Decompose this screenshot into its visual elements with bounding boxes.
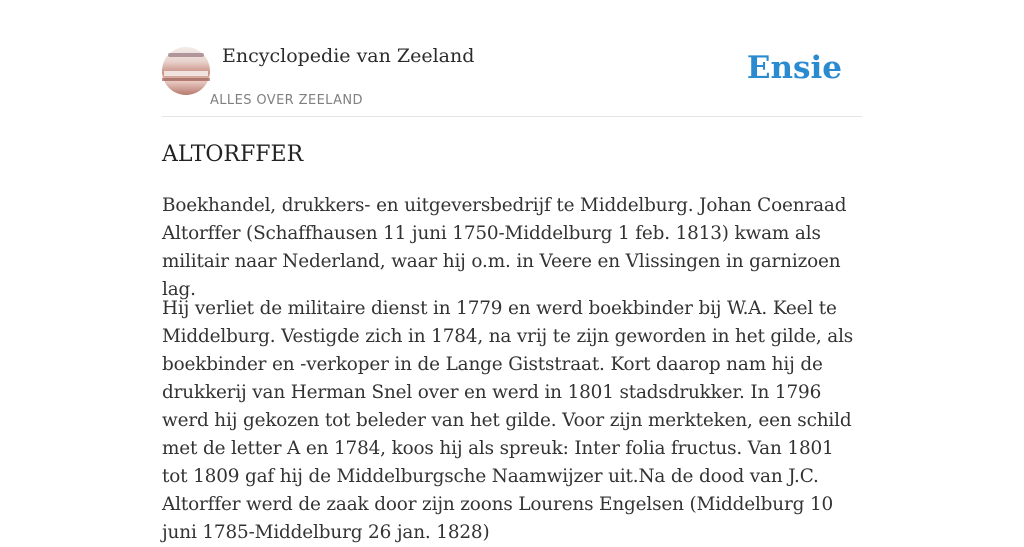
- article-title: ALTORFFER: [162, 142, 304, 167]
- avatar-detail: [164, 71, 208, 76]
- article-paragraph: Boekhandel, drukkers- en uitgeversbedrijf te Middelburg. Johan Coenraad Altorffer (Schaffhausen 11 juni 1750-Middelburg 1 feb. 1813) kwam als militair naar Nederland, waar hij o.m. in Veere en Vlissingen in garnizoen lag.: [162, 195, 847, 300]
- ensie-logo-link[interactable]: Ensie: [746, 50, 842, 86]
- article: [162, 140, 862, 543]
- article-paragraph: Hij verliet de militaire dienst in 1779 en werd boekbinder bij W.A. Keel te Middelburg. Vestigde zich in 1784, na vrij te zijn geworden in het gilde, als boekbinder en -verkoper in de Lange Giststraat. Kort daarop nam hij de drukkerij van Herman Snel over en werd in 1801 stadsdrukker. In 1796 werd hij gekozen tot beleder van het gilde. Voor zijn merkteken, een schild met de letter A en 1784, koos hij als spreuk: Inter folia fructus. Van 1801 tot 1809 gaf hij de Middelburgsche Naamwijzer uit.Na de dood van J.C. Altorffer werd de zaak door zijn zoons Lourens Engelsen (Middelburg 10 juni 1785-Middelburg 26 jan. 1828): [162, 298, 854, 543]
- encyclopedia-avatar-image[interactable]: [162, 47, 210, 95]
- encyclopedia-title-link[interactable]: Encyclopedie van Zeeland: [222, 45, 475, 67]
- site-header: [162, 0, 862, 117]
- avatar-detail: [162, 78, 210, 81]
- avatar-detail: [168, 53, 204, 57]
- encyclopedia-subtitle: ALLES OVER ZEELAND: [210, 93, 363, 108]
